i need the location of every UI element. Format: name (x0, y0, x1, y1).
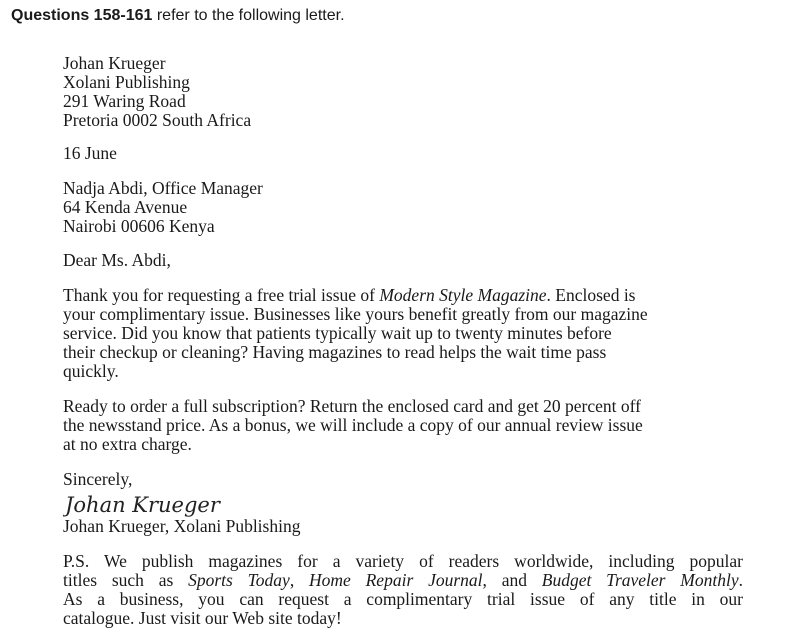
title-home-repair-journal: Home Repair Journal (309, 570, 483, 590)
question-instruction: refer to the following letter. (152, 7, 345, 24)
paragraph-2-line-2: the newsstand price. As a bonus, we will include a copy of our annual review issue (63, 415, 643, 435)
paragraph-2-line-3: at no extra charge. (63, 434, 192, 454)
letter (63, 54, 743, 628)
paragraph-1-line-4: their checkup or cleaning? Having magazines to read helps the wait time pass (63, 342, 607, 362)
sender-address (63, 54, 743, 130)
recipient-address (63, 179, 743, 236)
closing: Sincerely, (63, 469, 133, 489)
paragraph-2-line-1: Ready to order a full subscription? Return the enclosed card and get 20 percent off (63, 396, 641, 416)
postscript-line-4: catalogue. Just visit our Web site today! (63, 608, 342, 628)
postscript-line-1: P.S. We publish magazines for a variety of readers worldwide, including popular (63, 551, 743, 571)
sender-company: Xolani Publishing (63, 72, 190, 92)
postscript-text: , (289, 570, 310, 590)
paragraph-1-line-5: quickly. (63, 361, 119, 381)
title-sports-today: Sports Today (188, 570, 290, 590)
paragraph-2 (63, 397, 743, 454)
sender-city: Pretoria 0002 South Africa (63, 110, 252, 130)
paragraph-1-line-3: service. Did you know that patients typically wait up to twenty minutes before (63, 323, 612, 343)
paragraph-1-line-2: your complimentary issue. Businesses like yours benefit greatly from our magazine (63, 304, 648, 324)
recipient-street: 64 Kenda Avenue (63, 197, 188, 217)
postscript-text: , and (482, 570, 542, 590)
paragraph-1-text: . Enclosed is (546, 285, 636, 305)
handwritten-signature (63, 491, 743, 517)
postscript-line-2 (63, 571, 743, 590)
postscript-text: . (738, 570, 743, 590)
signed-name: Johan Krueger, Xolani Publishing (63, 516, 301, 536)
postscript-text: titles such as (63, 570, 189, 590)
signature-image (63, 491, 233, 517)
paragraph-1 (63, 286, 743, 381)
sender-name: Johan Krueger (63, 53, 166, 73)
question-range: Questions 158-161 (11, 7, 153, 24)
paragraph-1-text: Thank you for requesting a free trial issue of (63, 285, 380, 305)
paragraph-1-line-1 (63, 286, 743, 305)
magazine-title: Modern Style Magazine (379, 285, 547, 305)
signature-text: Johan Krueger (65, 493, 220, 517)
recipient-name: Nadja Abdi, Office Manager (63, 178, 263, 198)
letter-date: 16 June (63, 143, 117, 163)
salutation: Dear Ms. Abdi, (63, 250, 171, 270)
postscript-line-3: As a business, you can request a complimentary trial issue of any title in our (63, 589, 743, 609)
title-budget-traveler-monthly: Budget Traveler Monthly (541, 570, 739, 590)
sender-street: 291 Waring Road (63, 91, 186, 111)
question-header (11, 6, 345, 26)
recipient-city: Nairobi 00606 Kenya (63, 216, 215, 236)
postscript (63, 552, 743, 628)
